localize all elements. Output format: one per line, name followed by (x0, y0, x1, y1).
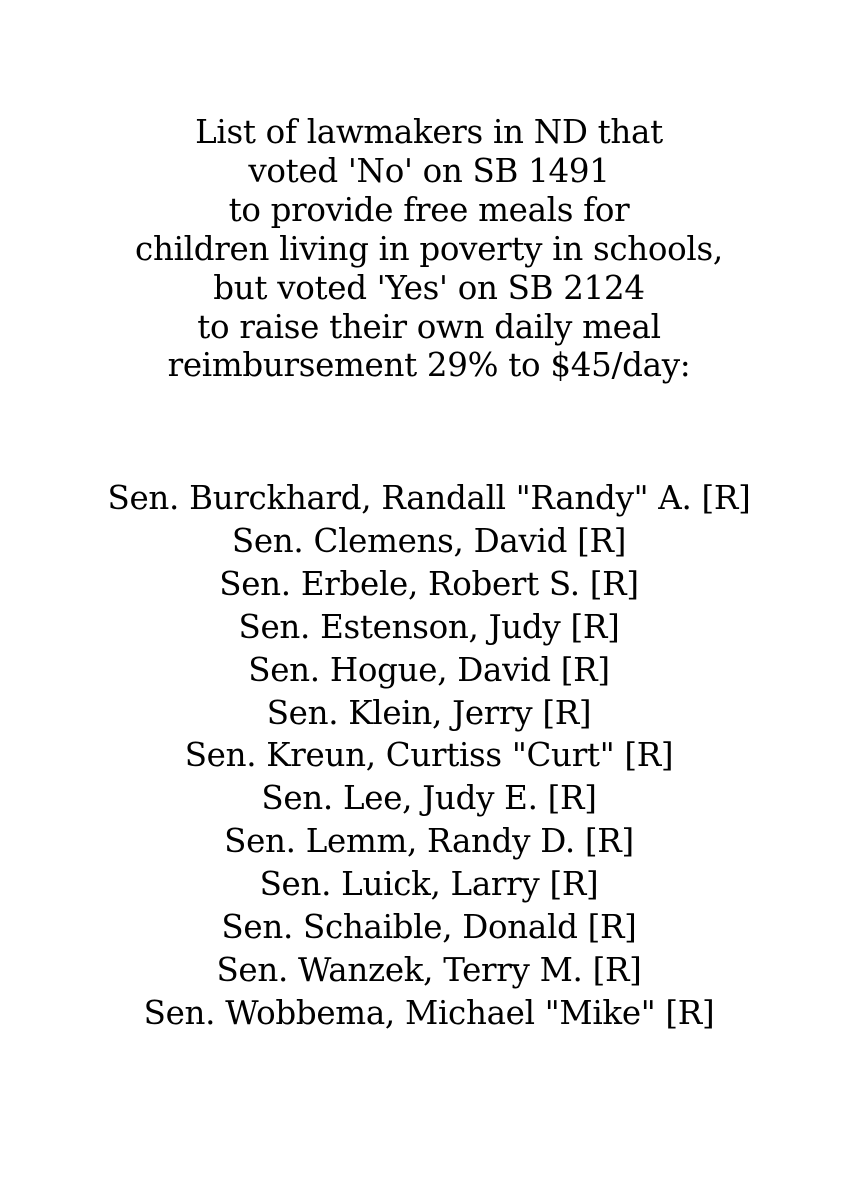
senator-list-item: Sen. Clemens, David [R] (231, 521, 627, 560)
senator-list-item: Sen. Estenson, Judy [R] (238, 607, 620, 646)
senator-list-item: Sen. Wobbema, Michael "Mike" [R] (143, 993, 715, 1032)
senator-list-item: Sen. Schaible, Donald [R] (221, 908, 637, 947)
senator-list-item: Sen. Kreun, Curtiss "Curt" [R] (184, 736, 674, 775)
heading-line: but voted 'Yes' on SB 2124 (213, 268, 645, 307)
senator-list-item: Sen. Hogue, David [R] (248, 650, 610, 689)
senator-list-item: Sen. Lee, Judy E. [R] (261, 779, 597, 818)
heading-line: List of lawmakers in ND that (195, 113, 663, 151)
document-heading (20, 113, 838, 385)
heading-line: voted 'No' on SB 1491 (248, 151, 610, 190)
senator-list-item: Sen. Wanzek, Terry M. [R] (216, 950, 642, 989)
senator-list (20, 477, 838, 1035)
senator-list-item: Sen. Klein, Jerry [R] (266, 693, 592, 732)
senator-list-item: Sen. Erbele, Robert S. [R] (219, 564, 639, 603)
senator-list-item: Sen. Luick, Larry [R] (259, 865, 599, 904)
senator-list-item: Sen. Lemm, Randy D. [R] (224, 822, 634, 861)
heading-line: to raise their own daily meal (197, 307, 661, 346)
heading-line: to provide free meals for (228, 190, 630, 229)
heading-line: children living in poverty in schools, (135, 229, 723, 268)
senator-list-item: Sen. Burckhard, Randall "Randy" A. [R] (107, 479, 751, 517)
heading-line: reimbursement 29% to $45/day: (167, 346, 691, 385)
